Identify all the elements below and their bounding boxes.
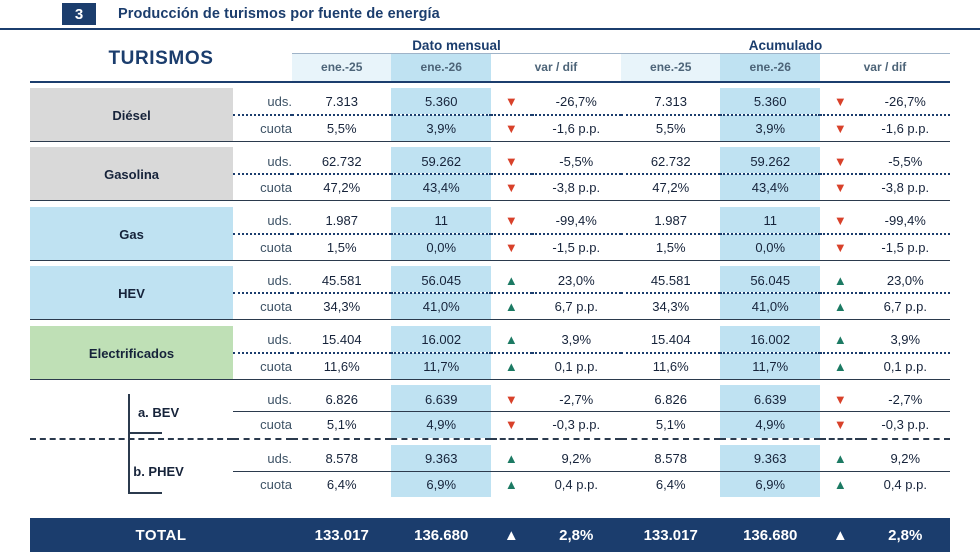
row-label-gasolina: Gasolina [30,147,233,200]
metric-label-share: cuota [260,417,292,433]
trend-down-icon: ▼ [504,239,518,255]
trend-down-icon: ▼ [833,239,847,255]
cell-m1: 34,3% [323,299,361,314]
total-avar: 2,8% [888,526,923,544]
cell-m2: 16.002 [391,326,491,352]
metric-label-units: uds. [267,391,292,407]
metric-label-units: uds. [267,332,292,347]
col-header-m2: ene.-26 [391,54,491,82]
metric-label-share: cuota [260,299,292,314]
trend-down-icon: ▼ [833,417,847,433]
trend-up-icon: ▲ [832,526,848,544]
cell-a2: 9.363 [720,445,820,471]
table-row [30,445,950,471]
trend-down-icon: ▼ [833,120,847,136]
cell-var: -1,6 p.p. [552,120,601,136]
trend-down-icon: ▼ [504,180,518,195]
section-number: 3 [62,3,96,25]
cell-a1: 62.732 [650,153,691,169]
cell-a1: 7.313 [654,94,687,109]
cell-avar: -3,8 p.p. [881,180,930,195]
total-a2: 136.680 [743,526,798,544]
cell-m1: 62.732 [321,153,362,169]
trend-up-icon: ▲ [833,476,847,492]
subgroup-connector-phev [128,492,162,494]
col-header-a1: ene.-25 [621,54,721,82]
metric-label-share: cuota [260,180,292,195]
trend-down-icon: ▼ [504,417,518,433]
table-row [30,385,950,411]
trend-up-icon: ▲ [833,451,847,466]
cell-a1: 11,6% [652,358,689,374]
cell-a2: 6.639 [720,385,820,411]
cell-avar: 3,9% [890,332,921,347]
row-label-phev: b. PHEV [133,464,184,480]
trend-up-icon: ▲ [504,299,518,314]
table-row [30,88,950,114]
cell-avar: -1,5 p.p. [881,239,930,255]
cell-avar: -0,3 p.p. [881,417,930,433]
cell-a1: 6.826 [654,391,687,407]
section-title: Producción de turismos por fuente de energía [118,6,440,22]
cell-m2: 43,4% [391,174,491,200]
trend-down-icon: ▼ [833,213,847,228]
cell-m2: 6,9% [391,471,491,497]
group-header-cumulative: Acumulado [621,38,950,54]
cell-m2: 3,9% [391,115,491,141]
table-row [30,147,950,173]
cell-a2: 43,4% [720,174,820,200]
trend-up-icon: ▲ [504,451,518,466]
cell-m2: 5.360 [391,88,491,114]
metric-label-units: uds. [267,153,292,169]
cell-a1: 5,1% [655,417,686,433]
cell-m2: 11 [391,207,491,233]
cell-avar: 0,1 p.p. [883,358,927,374]
cell-var: 0,1 p.p. [554,358,598,374]
group-header-monthly: Dato mensual [292,38,621,54]
cell-var: -2,7% [559,391,594,407]
cell-m1: 47,2% [323,180,361,195]
cell-m1: 11,6% [323,358,360,374]
cell-a2: 0,0% [720,234,820,260]
cell-var: 0,4 p.p. [554,476,598,492]
subgroup-connector [128,394,130,494]
metric-label-share: cuota [260,358,292,374]
cell-m1: 7.313 [325,94,358,109]
col-header-m1: ene.-25 [292,54,392,82]
cell-a1: 8.578 [654,451,687,466]
total-row [30,518,950,552]
total-label: TOTAL [135,526,187,544]
cell-m2: 0,0% [391,234,491,260]
cell-avar: 9,2% [890,451,921,466]
trend-up-icon: ▲ [833,358,847,374]
cell-m1: 1.987 [325,213,358,228]
col-header-a2: ene.-26 [720,54,820,82]
metric-label-share: cuota [260,120,292,136]
trend-up-icon: ▲ [833,332,847,347]
cell-m1: 5,1% [326,417,357,433]
trend-up-icon: ▲ [504,476,518,492]
trend-down-icon: ▼ [833,180,847,195]
cell-a2: 11 [720,207,820,233]
cell-m1: 1,5% [326,239,357,255]
group-header-row [30,38,950,54]
trend-up-icon: ▲ [503,526,519,544]
trend-down-icon: ▼ [504,153,518,169]
row-label-diesel: Diésel [30,88,233,141]
cell-m2: 9.363 [391,445,491,471]
cell-a1: 47,2% [652,180,690,195]
cell-a1: 15.404 [650,332,691,347]
cell-a1: 5,5% [655,120,686,136]
trend-down-icon: ▼ [504,120,518,136]
cell-m2: 56.045 [391,266,491,292]
cell-m1: 6.826 [325,391,358,407]
cell-a2: 5.360 [720,88,820,114]
cell-a1: 6,4% [655,476,686,492]
metric-label-units: uds. [267,451,292,466]
cell-a1: 1.987 [654,213,687,228]
cell-m2: 4,9% [391,412,491,438]
trend-up-icon: ▲ [504,358,518,374]
trend-up-icon: ▲ [833,299,847,314]
cell-a2: 41,0% [720,293,820,319]
cell-m1: 6,4% [326,476,357,492]
metric-label-share: cuota [260,476,292,492]
cell-a1: 34,3% [652,299,690,314]
cell-a2: 11,7% [720,353,820,379]
cell-m2: 11,7% [391,353,491,379]
cell-var: -99,4% [555,213,597,228]
metric-label-units: uds. [267,213,292,228]
trend-up-icon: ▲ [833,272,847,288]
cell-a2: 16.002 [720,326,820,352]
trend-down-icon: ▼ [504,94,518,109]
table-row [30,207,950,233]
row-label-bev: a. BEV [137,404,180,420]
cell-m2: 59.262 [391,147,491,173]
cell-a2: 6,9% [720,471,820,497]
trend-down-icon: ▼ [833,391,847,407]
table-row [30,266,950,292]
subgroup-connector-bev [128,432,162,434]
trend-up-icon: ▲ [504,272,518,288]
cell-var: 23,0% [557,272,595,288]
cell-var: -26,7% [555,94,597,109]
cell-avar: 23,0% [886,272,924,288]
cell-m1: 45.581 [321,272,362,288]
total-m2: 136.680 [414,526,469,544]
cell-avar: -26,7% [884,94,926,109]
cell-avar: 0,4 p.p. [883,476,927,492]
cell-a2: 56.045 [720,266,820,292]
metric-label-share: cuota [260,239,292,255]
cell-avar: -99,4% [884,213,926,228]
cell-a1: 45.581 [650,272,691,288]
cell-var: -0,3 p.p. [552,417,601,433]
section-header [0,0,980,30]
metric-label-units: uds. [267,94,292,109]
cell-var: -5,5% [559,153,594,169]
table-corner-label: TURISMOS [30,38,292,82]
production-table [30,38,950,497]
trend-up-icon: ▲ [504,332,518,347]
cell-avar: -2,7% [888,391,923,407]
cell-avar: -5,5% [888,153,923,169]
metric-label-units: uds. [267,272,292,288]
total-a1: 133.017 [643,526,698,544]
trend-down-icon: ▼ [504,391,518,407]
table-row [30,326,950,352]
trend-down-icon: ▼ [833,94,847,109]
total-m1: 133.017 [314,526,369,544]
cell-var: 3,9% [561,332,592,347]
cell-m2: 41,0% [391,293,491,319]
cell-var: -3,8 p.p. [552,180,601,195]
cell-a1: 1,5% [655,239,686,255]
cell-a2: 4,9% [720,412,820,438]
cell-var: 6,7 p.p. [554,299,598,314]
row-label-hev: HEV [30,266,233,319]
trend-down-icon: ▼ [833,153,847,169]
cell-var: 9,2% [561,451,592,466]
cell-m1: 8.578 [325,451,358,466]
row-label-electrificados: Electrificados [30,326,233,379]
cell-var: -1,5 p.p. [552,239,601,255]
total-var: 2,8% [559,526,594,544]
cell-m1: 5,5% [326,120,357,136]
cell-a2: 59.262 [720,147,820,173]
trend-down-icon: ▼ [504,213,518,228]
col-header-avar: var / dif [820,54,950,82]
cell-a2: 3,9% [720,115,820,141]
cell-m1: 15.404 [321,332,362,347]
col-header-mvar: var / dif [491,54,621,82]
cell-avar: 6,7 p.p. [883,299,927,314]
cell-avar: -1,6 p.p. [881,120,930,136]
cell-m2: 6.639 [391,385,491,411]
row-label-gas: Gas [30,207,233,260]
